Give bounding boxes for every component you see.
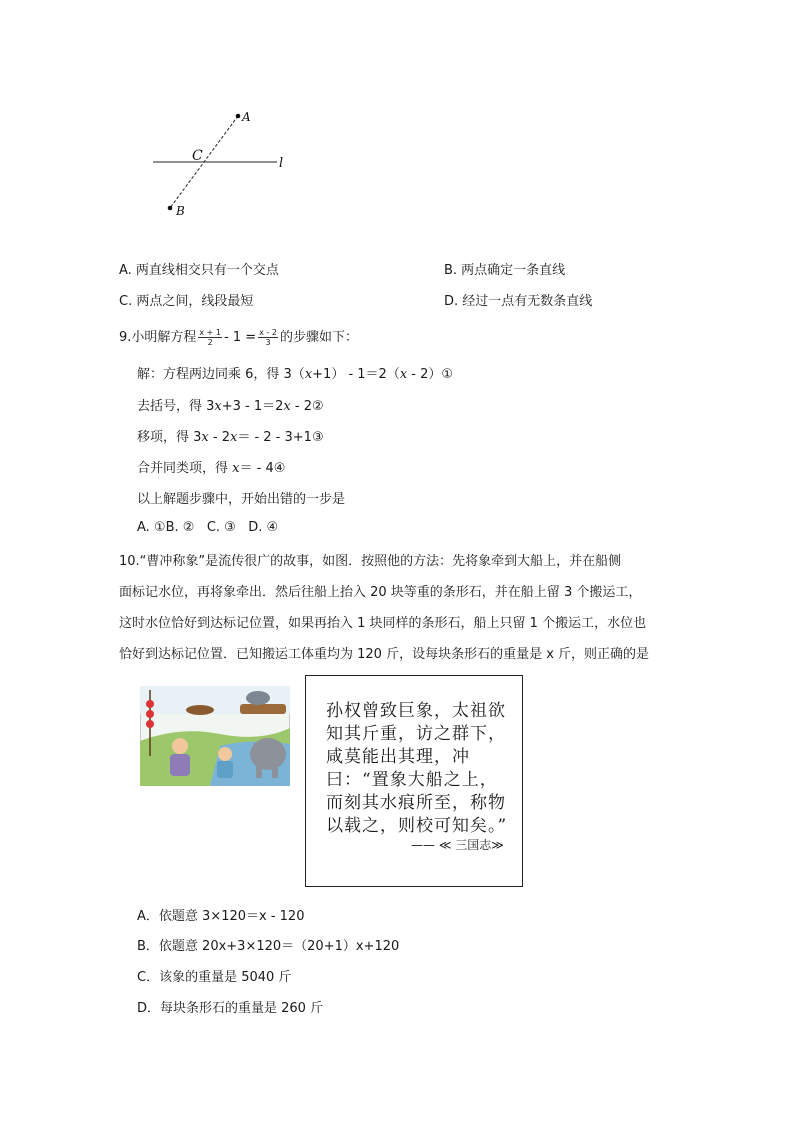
geometry-figure (140, 100, 300, 225)
label-C: C (192, 148, 203, 164)
q9-options: A. ①B. ② C. ③ D. ④ (137, 520, 279, 535)
q9-prefix: 9.小明解方程 (119, 330, 197, 345)
quote-line-1: 孙权曾致巨象，太祖欲 (326, 701, 506, 721)
q9-stem (119, 326, 358, 347)
q9-frac1-num: x + 1 (199, 328, 222, 337)
point-A (236, 114, 241, 119)
q8-option-d: D. 经过一点有无数条直线 (444, 294, 593, 309)
label-l: l (279, 156, 284, 171)
label-B: B (176, 204, 185, 218)
q9-frac2-den: 3 (265, 338, 271, 347)
q8-option-b: B. 两点确定一条直线 (444, 263, 566, 278)
label-A: A (242, 110, 251, 124)
var-x: x (399, 367, 408, 382)
q9-step-1 (137, 363, 453, 382)
q8-option-c: C. 两点之间，线段最短 (119, 294, 254, 309)
q10-option-b: B．依题意 20x+3×120＝（20+1）x+120 (137, 939, 400, 954)
q8-option-a: A. 两直线相交只有一个交点 (119, 263, 279, 278)
text: ＝ - 4④ (239, 461, 286, 476)
q9-fraction-2 (258, 328, 278, 347)
q9-frac2-num: x - 2 (259, 328, 277, 337)
q9-suffix: 的步骤如下： (279, 330, 358, 345)
quote-line-6: 以载之，则校可知矣。” (326, 816, 508, 836)
q9-question: 以上解题步骤中，开始出错的一步是 (137, 492, 346, 507)
point-B (168, 206, 173, 211)
text: - 2② (290, 399, 324, 414)
cao-chong-elephant-illustration (140, 686, 290, 786)
q10-option-d: D．每块条形石的重量是 260 斤 (137, 1001, 324, 1016)
text: - 2 (208, 430, 230, 445)
quote-line-5: 而刻其水痕所至，称物 (326, 793, 506, 813)
text: 解：方程两边同乘 6，得 3（ (137, 367, 305, 382)
var-x: x (201, 430, 209, 445)
q9-mid: - 1 = (224, 330, 257, 345)
var-x: x (214, 399, 222, 414)
var-x: x (304, 367, 313, 382)
q10-option-c: C．该象的重量是 5040 斤 (137, 970, 292, 985)
var-x: x (283, 399, 291, 414)
text: +3 - 1＝2 (221, 399, 284, 414)
text: +1） - 1＝2（ (312, 367, 400, 382)
text: 合并同类项，得 (137, 461, 233, 476)
q10-option-a: A．依题意 3×120＝x - 120 (137, 909, 305, 924)
q9-step-4 (137, 457, 285, 476)
q10-line-3: 这时水位恰好到达标记位置，如果再抬入 1 块同样的条形石，船上只留 1 个搬运工，水位也 (119, 616, 647, 631)
text: ＝ - 2 - 3+1③ (237, 430, 324, 445)
q10-line-1: 10.“曹冲称象”是流传很广的故事，如图．按照他的方法：先将象牵到大船上，并在船侧 (119, 554, 622, 569)
q9-fraction-1 (198, 328, 222, 347)
q9-frac1-den: 2 (207, 338, 213, 347)
q9-step-3 (137, 426, 324, 445)
quote-source: —— ≪ 三国志≫ (411, 838, 504, 852)
text: 移项，得 3 (137, 430, 202, 445)
q10-line-4: 恰好到达标记位置．已知搬运工体重均为 120 斤，设每块条形石的重量是 x 斤，则正确的是 (119, 647, 650, 662)
quote-line-3: 咸莫能出其理，冲 (326, 747, 470, 767)
quote-line-4: 曰：“置象大船之上， (326, 770, 498, 790)
text: 去括号，得 3 (137, 399, 215, 414)
quote-box (305, 675, 523, 887)
var-x: x (229, 430, 238, 445)
text: - 2）① (407, 367, 454, 382)
q9-step-2 (137, 395, 324, 414)
q10-line-2: 面标记水位，再将象牵出．然后往船上抬入 20 块等重的条形石，并在船上留 3 个搬运工， (119, 585, 642, 600)
var-x: x (232, 461, 240, 476)
quote-line-2: 知其斤重，访之群下， (326, 724, 506, 744)
